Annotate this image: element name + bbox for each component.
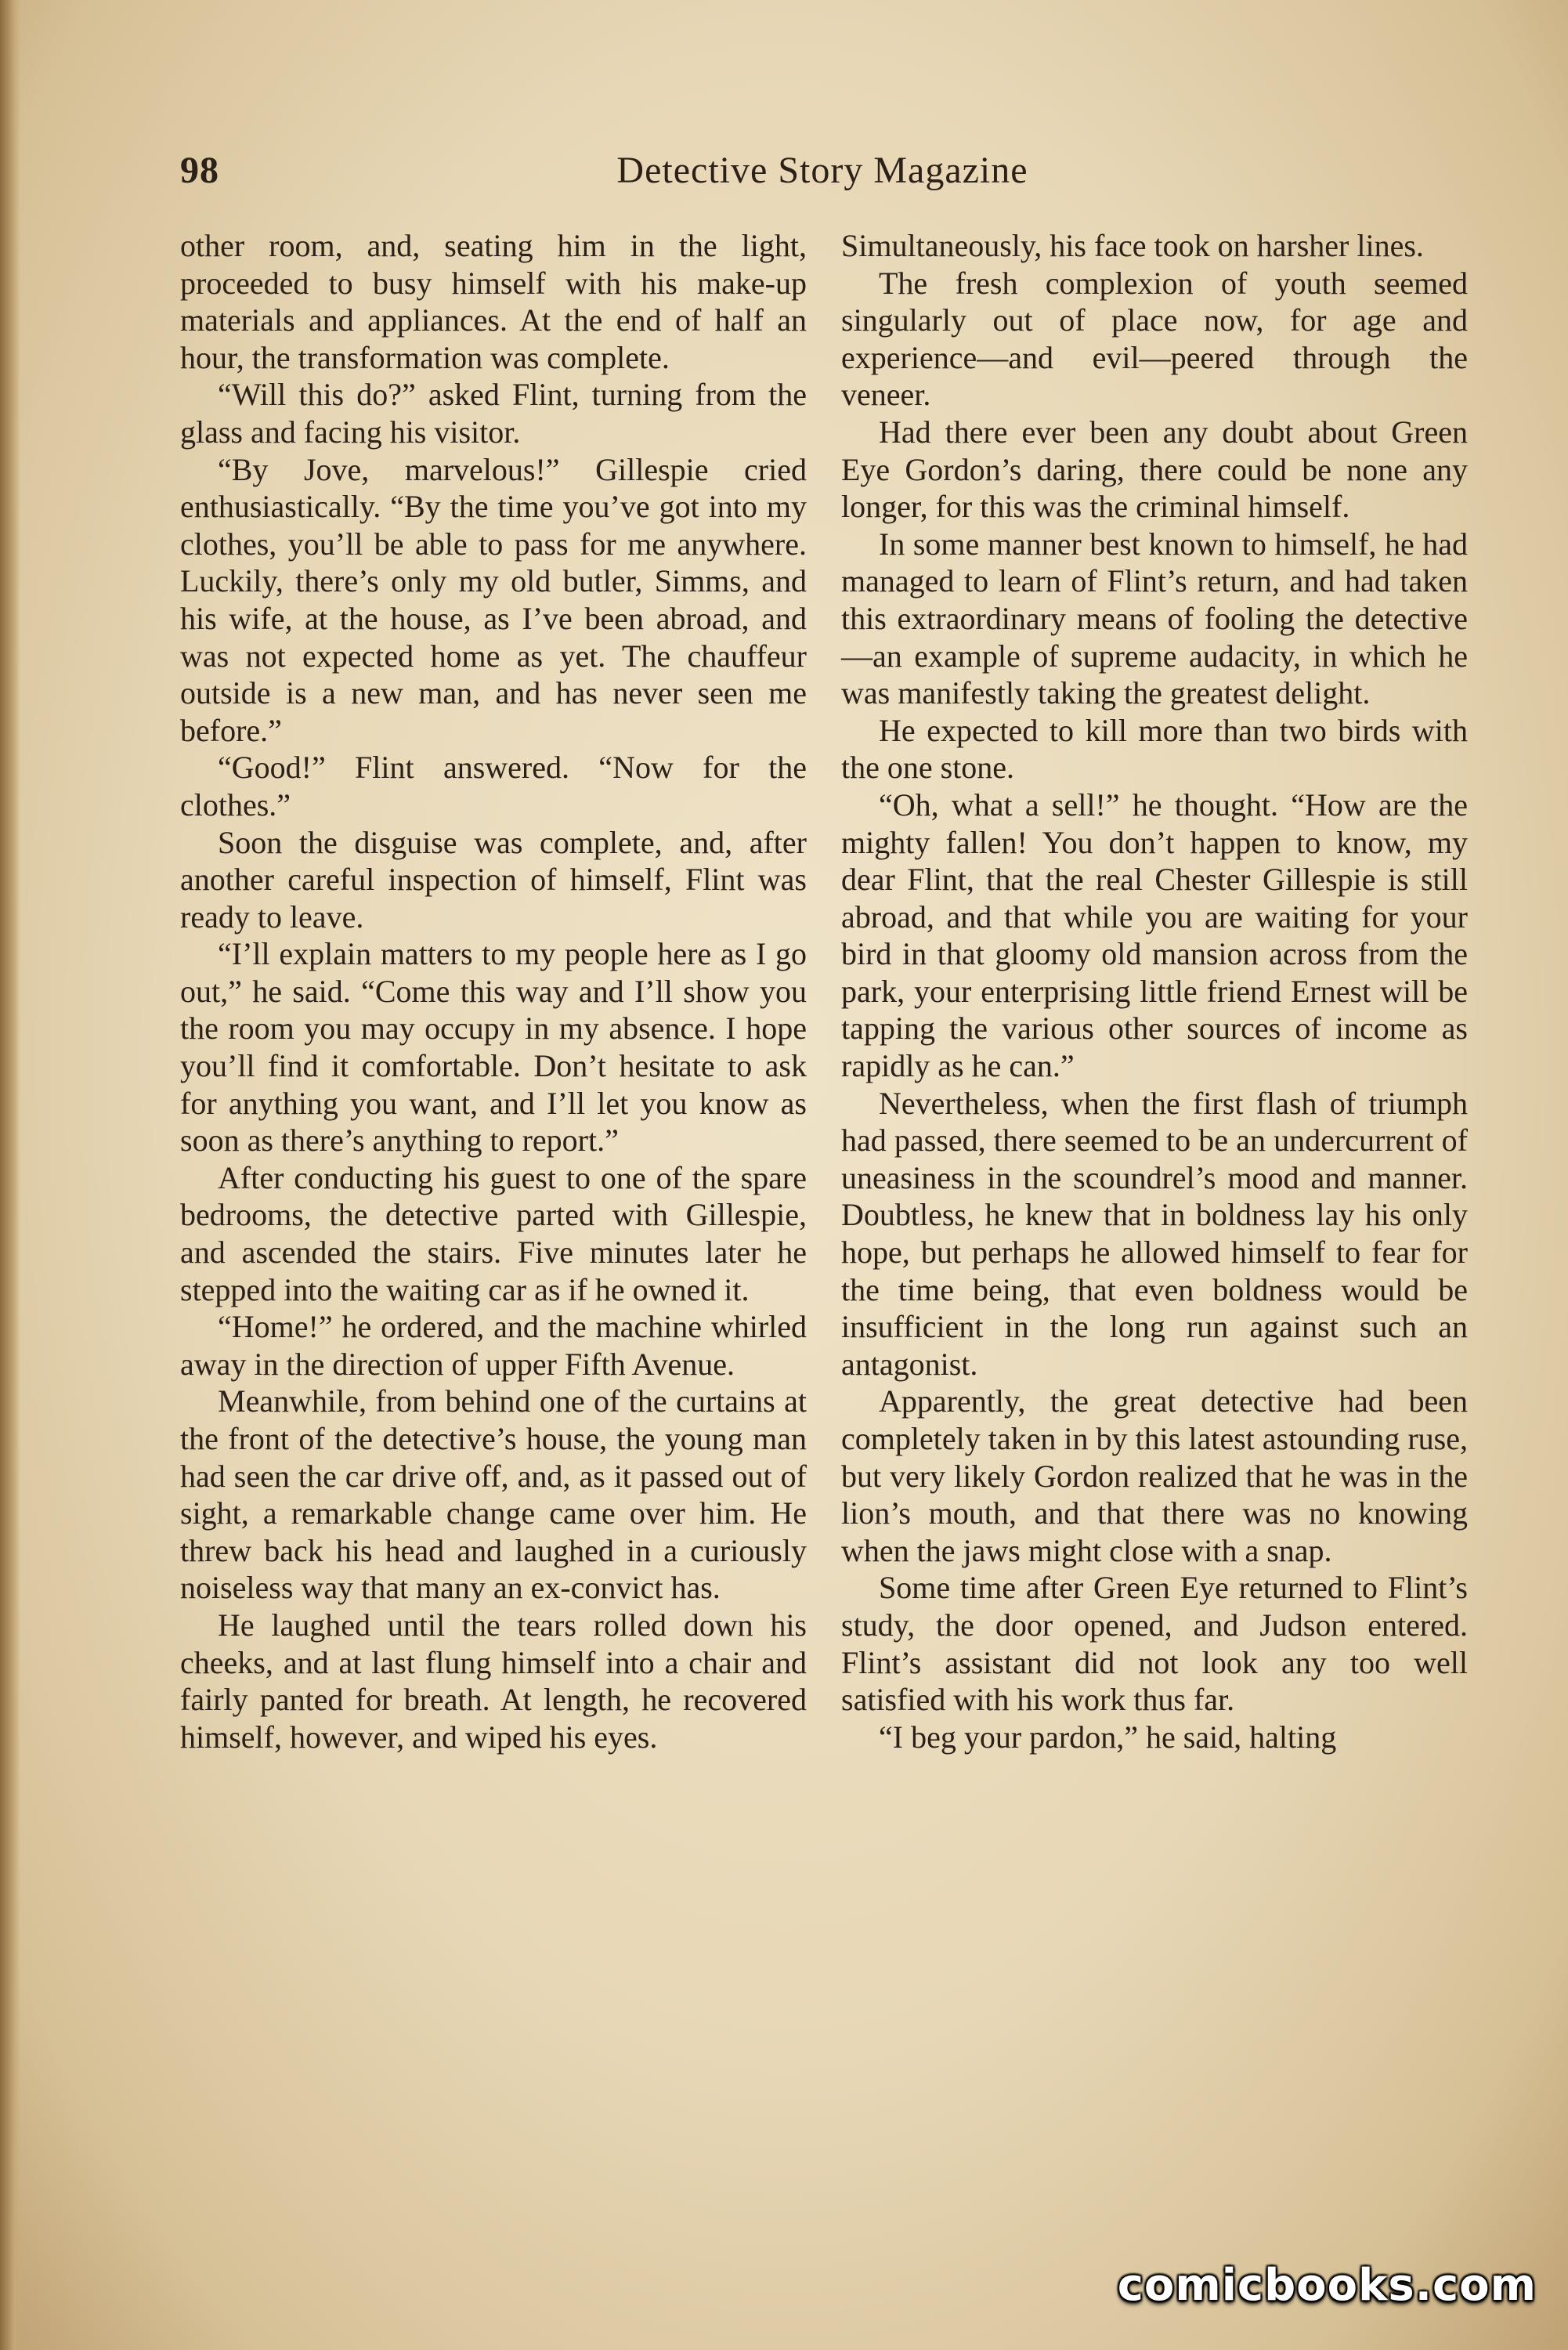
left-column <box>180 227 807 1755</box>
page-edge-shadow <box>0 0 20 2350</box>
paragraph: other room, and, seating him in the light, proceeded to busy himself with his make-up materials and appliances. At the end of half an hour, the transformation was complete. <box>180 228 807 375</box>
paragraph: Nevertheless, when the first flash of triumph had passed, there seemed to be an undercurrent of uneasiness in the scoundrel’s mood and manner. Doubtless, he knew that in boldness lay his only hope, but perhaps he allowed himself to fear for the time being, that even boldness would be insufficient in the long run against such an antagonist. <box>841 1085 1468 1382</box>
paragraph: “I’ll explain matters to my people here as I go out,” he said. “Come this way and I’ll show you the room you may occupy in my absence. I hope you’ll find it comfortable. Don’t hesitate to ask for anything you want, and I’ll let you know as soon as there’s anything to report.” <box>180 936 807 1159</box>
page-header <box>180 149 1465 204</box>
paragraph: Meanwhile, from behind one of the curtains at the front of the detective’s house, the young man had seen the car drive off, and, as it passed out of sight, a remarkable change came over him. He threw back his head and laughed in a curiously noiseless way that many an ex-convict has. <box>180 1383 807 1606</box>
paragraph: Soon the disguise was complete, and, after another careful inspection of himself, Flint was ready to leave. <box>180 824 807 935</box>
paragraph: He laughed until the tears rolled down his cheeks, and at last flung himself into a chair and fairly panted for breath. At length, he recovered himself, however, and wiped his eyes. <box>180 1607 807 1755</box>
paragraph: “Will this do?” asked Flint, turning from the glass and facing his visitor. <box>180 377 807 450</box>
paragraph: “Good!” Flint answered. “Now for the clothes.” <box>180 750 807 822</box>
paragraph: Some time after Green Eye returned to Flint’s study, the door opened, and Judson entered. Flint’s assistant did not look any too well satisfied with his work thus far. <box>841 1570 1468 1718</box>
paragraph: In some manner best known to himself, he had managed to learn of Flint’s return, and had taken this extraordinary means of fooling the detective—an example of supreme audacity, in which he was manifestly taking the greatest delight. <box>841 526 1468 711</box>
paragraph: Had there ever been any doubt about Green Eye Gordon’s daring, there could be none any longer, for this was the criminal himself. <box>841 414 1468 525</box>
paragraph: “Home!” he ordered, and the machine whirled away in the direction of upper Fifth Avenue. <box>180 1309 807 1382</box>
paragraph: Simultaneously, his face took on harsher lines. <box>841 228 1424 263</box>
running-title: Detective Story Magazine <box>616 150 1028 191</box>
paragraph: “I beg your pardon,” he said, halting <box>879 1719 1337 1755</box>
page-number: 98 <box>180 150 219 191</box>
paragraph: The fresh complexion of youth seemed singularly out of place now, for age and experience—and evil—peered through the veneer. <box>841 265 1468 413</box>
watermark: comicbooks.com <box>1117 2260 1537 2311</box>
right-column <box>841 227 1468 1755</box>
paragraph: He expected to kill more than two birds with the one stone. <box>841 712 1468 786</box>
paragraph: Apparently, the great detective had been completely taken in by this latest astounding ruse, but very likely Gordon realized that he was in the lion’s mouth, and that there was no knowing when the jaws might close with a snap. <box>841 1383 1468 1568</box>
paragraph: “Oh, what a sell!” he thought. “How are the mighty fallen! You don’t happen to know, my dear Flint, that the real Chester Gillespie is still abroad, and that while you are waiting for your bird in that gloomy old mansion across from the park, your enterprising little friend Ernest will be tapping the various other sources of income as rapidly as he can.” <box>841 786 1468 1084</box>
paragraph: After conducting his guest to one of the spare bedrooms, the detective parted with Gillespie, and ascended the stairs. Five minutes later he stepped into the waiting car as if he owned it. <box>180 1159 807 1307</box>
paragraph: “By Jove, marvelous!” Gillespie cried enthusiastically. “By the time you’ve got into my clothes, you’ll be able to pass for me anywhere. Luckily, there’s only my old butler, Simms, and his wife, at the house, as I’ve been abroad, and was not expected home as yet. The chauffeur outside is a new man, and has never seen me before.” <box>180 451 807 748</box>
